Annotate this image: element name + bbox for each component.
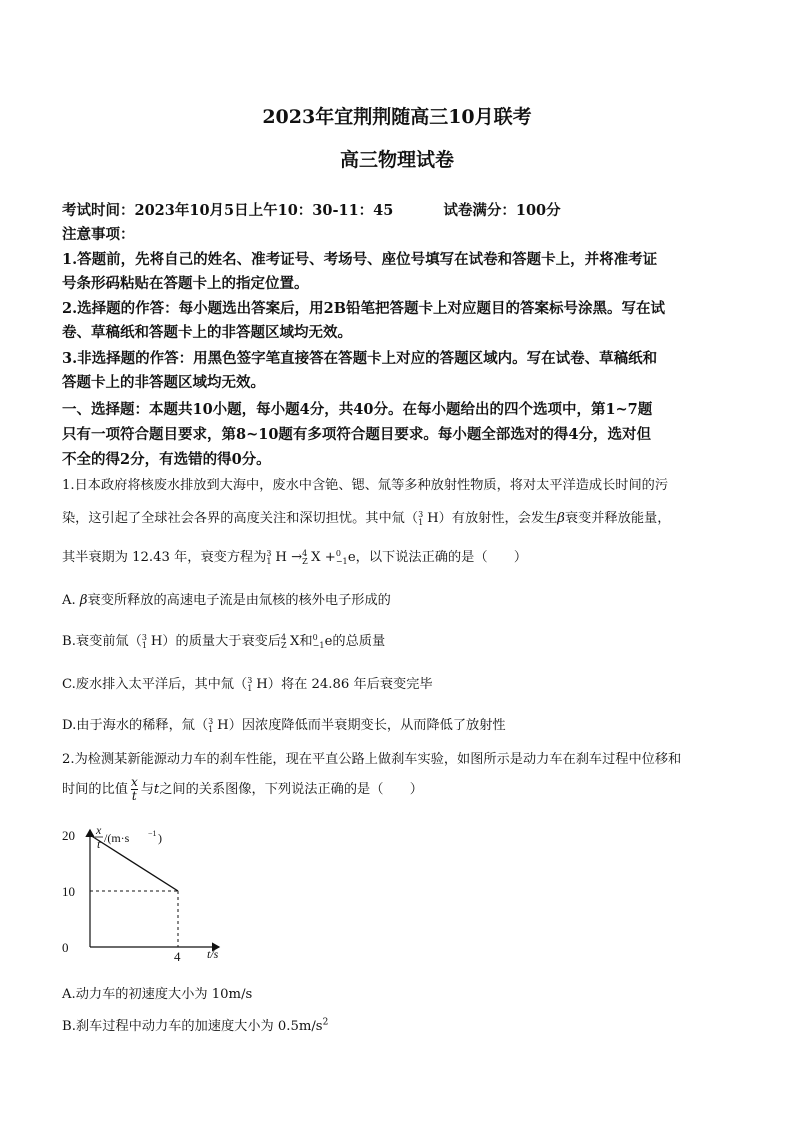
ylabel-num: x <box>96 823 102 837</box>
notice-line: 3.非选择题的作答：用黑色签字笔直接答在答题卡上对应的答题区域内。写在试卷、草稿纸和 <box>62 350 658 367</box>
xt-t-chart <box>55 822 235 972</box>
ylabel <box>95 823 162 851</box>
notice-heading: 注意事项： <box>62 226 135 243</box>
question-1-stem: 1.日本政府将核废水排放到大海中，废水中含铯、锶、氚等多种放射性物质，将对太平洋造成长时间的污 <box>62 478 669 493</box>
exam-info <box>62 199 561 220</box>
notice-line: 卷、草稿纸和答题卡上的非答题区域均无效。 <box>62 324 352 341</box>
notice-line: 2.选择题的作答：每小题选出答案后，用2B铅笔把答题卡上对应题目的答案标号涂黑。写在试 <box>62 300 665 317</box>
notice-line: 答题卡上的非答题区域均无效。 <box>62 374 265 391</box>
question-1-option-d: D.由于海水的稀释，氚（ 3 1 H）因浓度降低而半衰期变长，从而降低了放射性 <box>62 716 506 734</box>
decay-equation-line: 其半衰期为 12.43 年，衰变方程为 3 1 H → 4 Z X + 0 −1 e，以下说法正确的是（ ） <box>62 548 528 566</box>
question-2-stem: 时间的比值 $\frac{x}{t}$ 与t之间的关系图像，下列说法正确的是（ ） <box>62 775 423 803</box>
question-2-option-b: B.刹车过程中动力车的加速度大小为 $0.5m/s^2$ <box>62 1017 329 1034</box>
xlabel: t/s <box>207 947 219 961</box>
section-instructions: 只有一项符合题目要求，第8~10题有多项符合题目要求。每小题全部选对的得4分，选对但 <box>62 426 652 443</box>
ytick-label-0: 0 <box>62 940 69 955</box>
exam-score: 试卷满分：100分 <box>443 202 561 219</box>
ylabel-exp: −1 <box>148 829 157 838</box>
ytick-label-10: 10 <box>62 884 75 899</box>
question-1-option-a: A. β衰变所释放的高速电子流是由氚核的核外电子形成的 <box>62 593 391 608</box>
question-1-option-c: C.废水排入太平洋后，其中氚（ 3 1 H）将在 24.86 年后衰变完毕 <box>62 675 433 693</box>
exam-time: 考试时间：2023年10月5日上午10：30-11：45 <box>62 202 394 219</box>
exam-title: 2023年宜荆荆随高三10月联考 <box>262 106 532 128</box>
section-heading: 一、选择题：本题共10小题，每小题4分，共40分。在每小题给出的四个选项中，第1~7题 <box>62 401 653 418</box>
notice-line: 1.答题前，先将自己的姓名、准考证号、考场号、座位号填写在试卷和答题卡上，并将准考证 <box>62 251 658 268</box>
question-1-option-b: B.衰变前氚（ 3 1 H）的质量大于衰变后 4 Z X和 0 −1 e的总质量 <box>62 632 386 650</box>
ytick-label-20: 20 <box>62 828 75 843</box>
ylabel-den: t <box>97 837 101 851</box>
ylabel-unit: /(m·s <box>104 831 130 845</box>
question-2-option-a: A.动力车的初速度大小为 10m/s <box>62 987 253 1002</box>
series-line <box>90 835 178 891</box>
question-2-stem: 2.为检测某新能源动力车的刹车性能，现在平直公路上做刹车实验，如图所示是动力车在刹车过程中位移和 <box>62 752 682 767</box>
question-1-stem: 染，这引起了全球社会各界的高度关注和深切担忧。其中氚（ 3 1 H）有放射性，会发生β衰变并释放能量， <box>62 509 671 527</box>
notice-line: 号条形码粘贴在答题卡上的指定位置。 <box>62 275 309 292</box>
exam-subtitle: 高三物理试卷 <box>339 149 454 171</box>
ylabel-close: ) <box>158 831 162 845</box>
section-instructions: 不全的得2分，有选错的得0分。 <box>62 451 271 468</box>
xtick-label-4: 4 <box>174 949 181 964</box>
